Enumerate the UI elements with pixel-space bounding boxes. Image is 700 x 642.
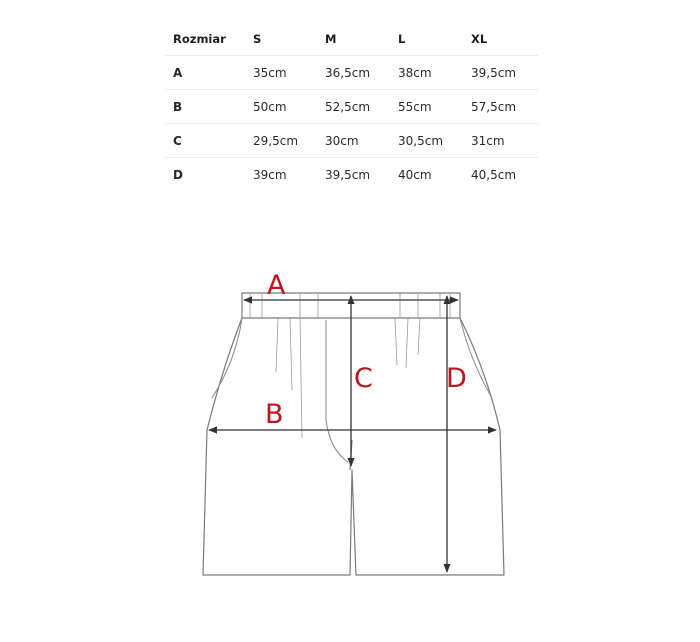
label-c: C bbox=[354, 363, 373, 394]
table-cell: 30,5cm bbox=[398, 134, 444, 148]
table-cell: 50cm bbox=[253, 100, 287, 114]
shorts-outline bbox=[203, 293, 504, 575]
table-cell: 55cm bbox=[398, 100, 432, 114]
table-cell: 31cm bbox=[471, 134, 505, 148]
table-cell: 35cm bbox=[253, 66, 287, 80]
measurement-arrows bbox=[209, 296, 496, 572]
row-label: C bbox=[173, 134, 182, 148]
row-label: B bbox=[173, 100, 183, 114]
row-label: A bbox=[173, 66, 183, 80]
table-cell: 57,5cm bbox=[471, 100, 517, 114]
table-cell: 39cm bbox=[253, 168, 287, 182]
label-a: A bbox=[267, 270, 286, 301]
table-cell: 39,5cm bbox=[325, 168, 371, 182]
row-label: D bbox=[173, 168, 183, 182]
header-m: M bbox=[325, 32, 337, 46]
header-xl: XL bbox=[471, 32, 488, 46]
shorts-body bbox=[203, 318, 504, 575]
table-cell: 38cm bbox=[398, 66, 432, 80]
table-cell: 29,5cm bbox=[253, 134, 299, 148]
table-cell: 39,5cm bbox=[471, 66, 517, 80]
table-cell: 40,5cm bbox=[471, 168, 517, 182]
header-l: L bbox=[398, 32, 406, 46]
table-cell: 40cm bbox=[398, 168, 432, 182]
table-cell: 52,5cm bbox=[325, 100, 371, 114]
table-cell: 36,5cm bbox=[325, 66, 371, 80]
label-d: D bbox=[446, 363, 467, 394]
header-s: S bbox=[253, 32, 262, 46]
table-cell: 30cm bbox=[325, 134, 359, 148]
header-size: Rozmiar bbox=[173, 32, 226, 46]
fly-stitch bbox=[326, 320, 348, 462]
label-b: B bbox=[265, 399, 284, 430]
right-pleats bbox=[395, 318, 420, 368]
